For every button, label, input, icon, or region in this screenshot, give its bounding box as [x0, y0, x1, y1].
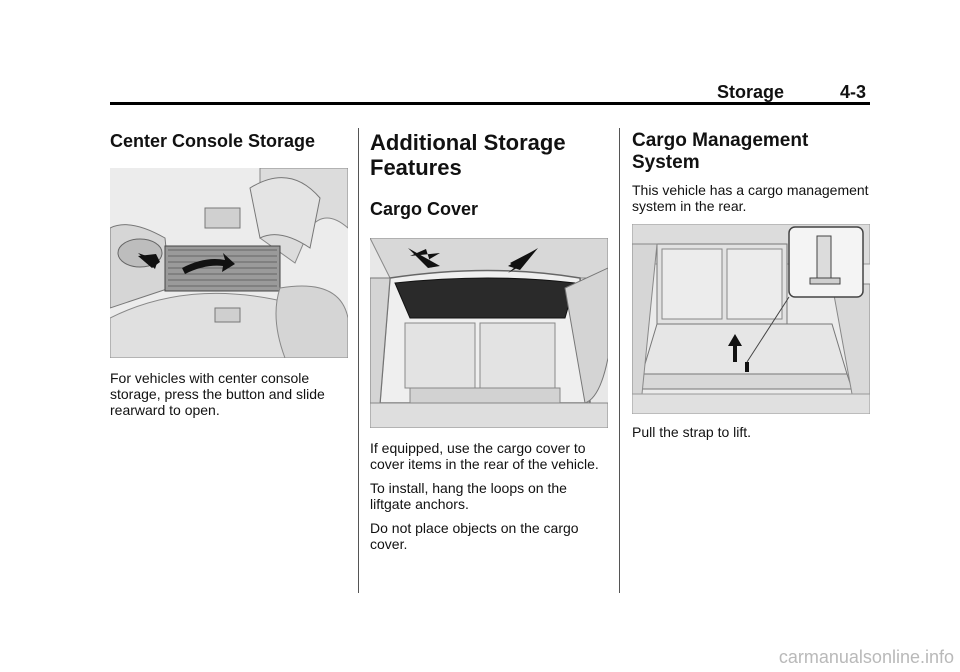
column-center-console [110, 130, 348, 418]
section-title: Storage [716, 82, 784, 102]
column-additional-storage [370, 130, 608, 552]
site-watermark: carmanualsonline.info [778, 647, 954, 667]
page-header [110, 82, 868, 102]
additional-storage-heading: Additional Storage Features [370, 130, 566, 180]
column-divider-1 [358, 128, 359, 593]
cargo-management-figure [632, 224, 870, 414]
cargo-cover-text-2: To install, hang the loops on the liftgate anchors. [370, 480, 567, 512]
center-console-figure [110, 168, 348, 358]
cargo-cover-text-1: If equipped, use the cargo cover to cover items in the rear of the vehicle. [370, 440, 599, 472]
center-console-heading: Center Console Storage [110, 131, 316, 151]
cargo-management-intro: This vehicle has a cargo management system in the rear. [632, 182, 869, 214]
cargo-cover-figure [370, 238, 608, 428]
cargo-management-text: Pull the strap to lift. [632, 424, 752, 440]
page-number: 4-3 [839, 82, 866, 102]
cargo-cover-text-3: Do not place objects on the cargo cover. [370, 520, 579, 552]
cargo-management-heading: Cargo Management System [632, 130, 809, 173]
column-divider-2 [619, 128, 620, 593]
column-cargo-management [632, 130, 870, 440]
cargo-cover-heading: Cargo Cover [370, 199, 479, 219]
header-rule [110, 102, 870, 105]
center-console-text: For vehicles with center console storage, press the button and slide rearward to open. [110, 370, 325, 418]
cargo-cover-panel [395, 278, 575, 318]
